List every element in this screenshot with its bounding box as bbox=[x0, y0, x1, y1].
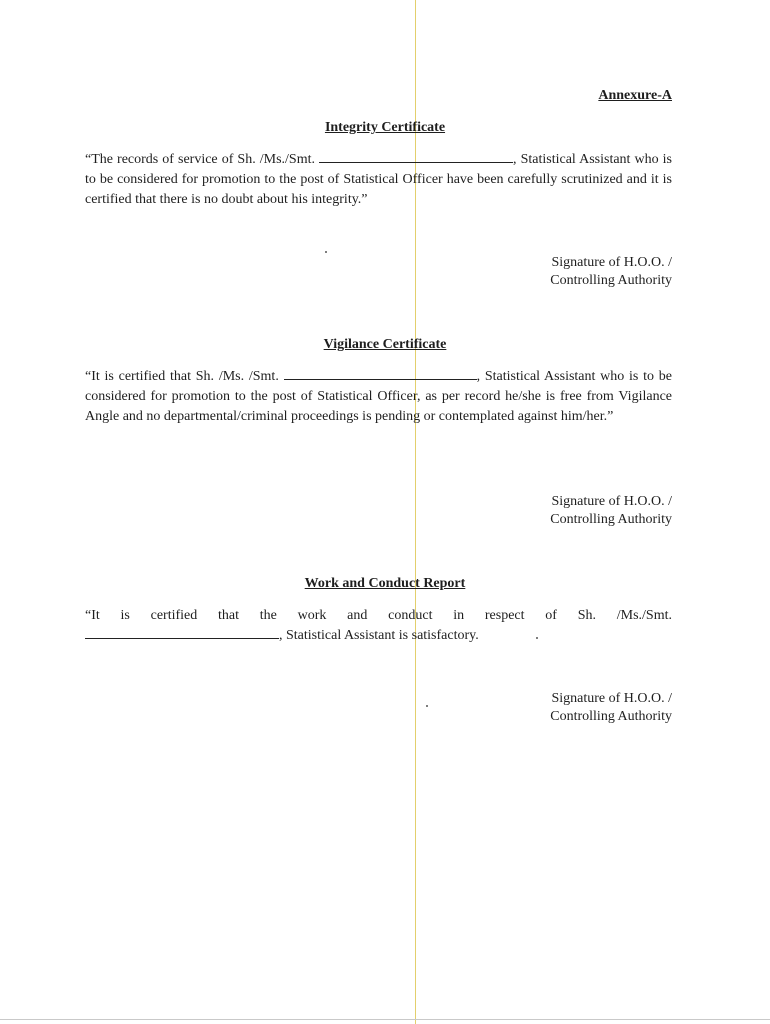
name-blank-line[interactable] bbox=[284, 367, 477, 380]
integrity-text-start: “The records of service of Sh. /Ms./Smt. bbox=[85, 152, 320, 167]
work-conduct-signature bbox=[422, 690, 672, 726]
signature-line-1: Signature of H.O.O. / bbox=[551, 494, 672, 509]
scan-bottom-edge bbox=[0, 1019, 770, 1020]
vigilance-text-start: “It is certified that Sh. /Ms. /Smt. bbox=[85, 369, 284, 384]
integrity-text-end: , Statistical Assistant who is to be considered for promotion to the post of Statistical Officer have been carefully scrutinized and it is certified that there is no doubt about his integrity.” bbox=[85, 152, 672, 207]
annexure-label: Annexure-A bbox=[598, 88, 672, 103]
name-blank-line[interactable] bbox=[85, 626, 279, 639]
work-conduct-text-end: , Statistical Assistant is satisfactory. bbox=[279, 628, 479, 643]
integrity-signature bbox=[422, 254, 672, 290]
signature-line-1: Signature of H.O.O. / bbox=[551, 255, 672, 270]
scan-speck bbox=[536, 637, 538, 639]
vigilance-text-end: , Statistical Assistant who is to be considered for promotion to the post of Statistical Officer, as per record he/she is free from Vigilance Angle and no departmental/criminal proceedings is pending or contemplated against him/her.” bbox=[85, 369, 672, 424]
work-conduct-text-start: “It is certified that the work and conduct in respect of Sh. /Ms./Smt. bbox=[85, 608, 672, 623]
vigilance-heading: Vigilance Certificate bbox=[323, 337, 447, 352]
signature-line-2: Controlling Authority bbox=[550, 709, 672, 724]
signature-line-2: Controlling Authority bbox=[550, 512, 672, 527]
name-blank-line[interactable] bbox=[319, 150, 513, 163]
vigilance-signature bbox=[422, 493, 672, 529]
scan-speck bbox=[325, 251, 327, 253]
scan-speck bbox=[426, 705, 428, 707]
signature-line-1: Signature of H.O.O. / bbox=[551, 691, 672, 706]
vigilance-paragraph bbox=[85, 367, 672, 427]
signature-line-2: Controlling Authority bbox=[550, 273, 672, 288]
integrity-heading: Integrity Certificate bbox=[324, 120, 446, 135]
work-conduct-heading: Work and Conduct Report bbox=[304, 576, 466, 591]
integrity-paragraph bbox=[85, 150, 672, 210]
work-conduct-paragraph bbox=[85, 606, 672, 646]
